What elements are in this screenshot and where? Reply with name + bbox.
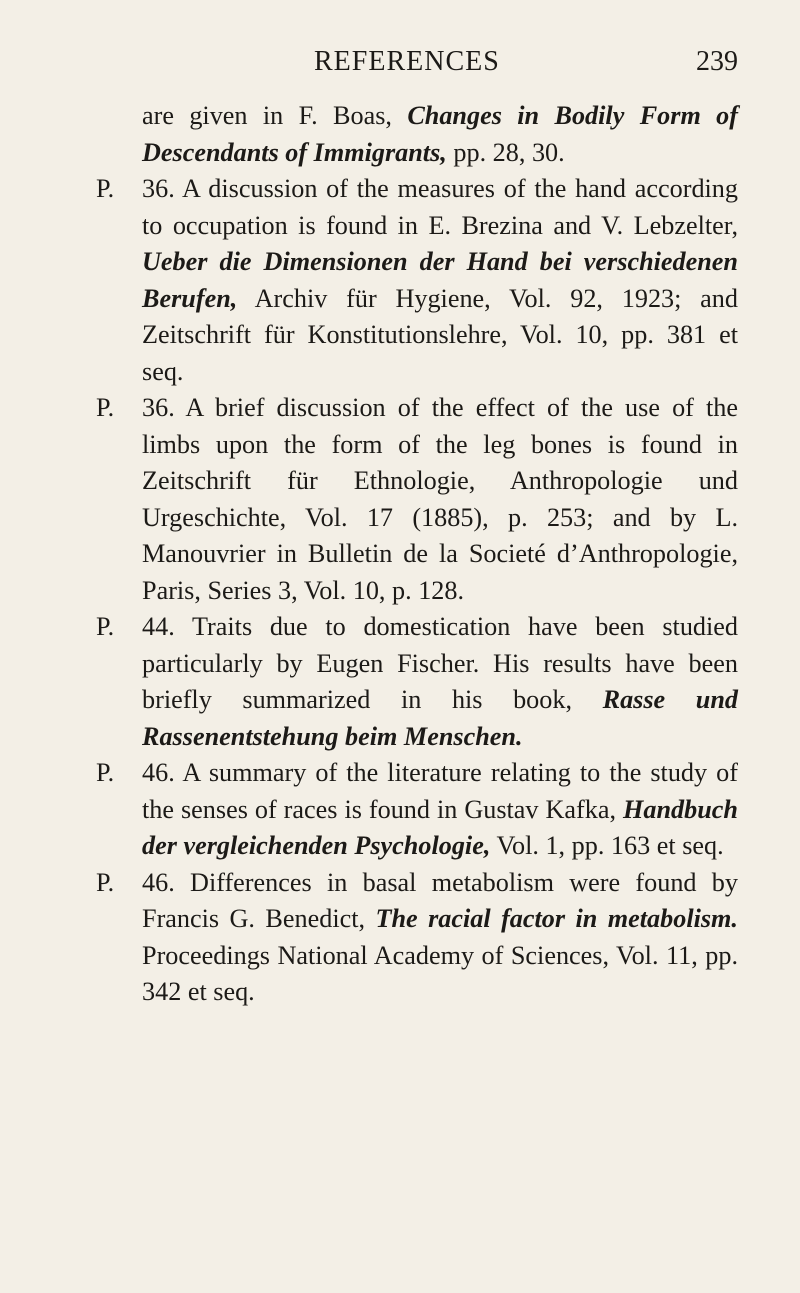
reference-work-title: Handbuch der vergleichenden Psychologie, [142,794,738,860]
reference-work-title: The racial factor in metabolism. [375,904,738,933]
reference-text-end: Proceedings National Academy of Sciences, Vol. 11, pp. 342 et seq. [142,940,738,1006]
reference-work-title: Rasse und Rassenentstehung beim Menschen. [142,685,738,751]
reference-label: P. [96,612,115,641]
reference-label: P. [96,393,115,422]
continuation-book-title: Changes in Bodily Form of Descendants of Immigrants, [142,101,739,167]
reference-entry [96,755,738,865]
reference-text: 36. A discussion of the measures of the hand according to occupation is found in E. Brezina and V. Lebzelter, [142,174,738,240]
reference-entry [96,171,738,390]
page-number: 239 [696,46,738,77]
reference-text: 46. Differences in basal metabolism were found by Francis G. Benedict, [142,867,738,933]
reference-label: P. [96,758,115,787]
reference-text: 46. A summary of the literature relating to the study of the senses of races is found in Gustav Kafka, [142,758,738,824]
reference-text: 36. A brief discussion of the effect of the use of the limbs upon the form of the leg bones is found in Zeitschrift für Ethnologie, Anthropologie und Urgeschichte, Vol. 17 (1885), p. 253; and by L. Manouvrier in Bulletin de la Societé d’Anthropologie, Paris, Series 3, Vol. 10, p. 128. [142,393,738,605]
continuation-text: are given in F. Boas, [142,101,408,130]
references-body [96,98,738,1011]
reference-label: P. [96,867,115,897]
running-head-title: REFERENCES [314,46,500,77]
reference-entry [96,865,738,1011]
continuation-text-end: pp. 28, 30. [446,137,565,167]
continuation-paragraph [96,98,738,171]
reference-text-end: Vol. 1, pp. 163 et seq. [490,831,724,860]
reference-text: 44. Traits due to domestication have been studied particularly by Eugen Fischer. His results have been briefly summarized in his book, [142,612,738,714]
reference-entry [96,609,738,755]
reference-label: P. [96,174,115,203]
reference-text-end: Archiv für Hygiene, Vol. 92, 1923; and Zeitschrift für Konstitutionslehre, Vol. 10, pp. 381 et seq. [142,283,738,386]
running-head [0,46,800,86]
reference-work-title: Ueber die Dimensionen der Hand bei verschiedenen Berufen, [142,247,738,313]
reference-entry [96,390,738,609]
